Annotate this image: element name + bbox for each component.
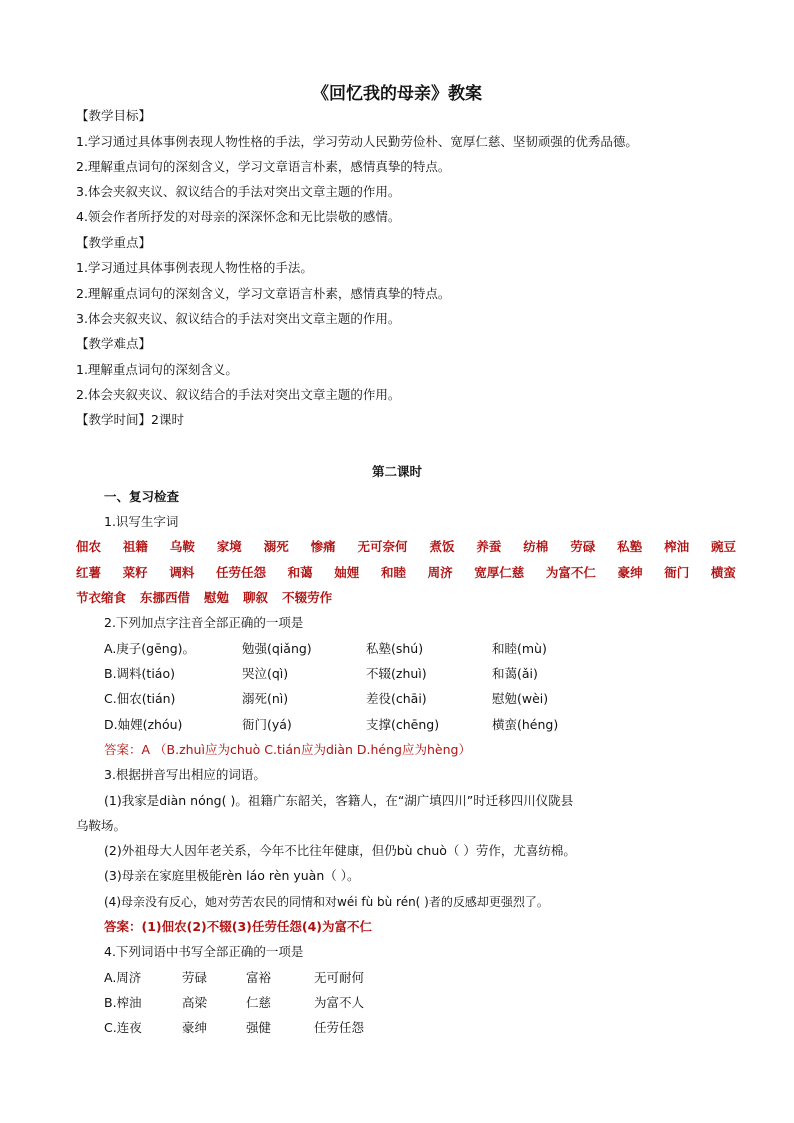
vocab-word: 横蛮 xyxy=(710,565,736,580)
vocab-word: 惨痛 xyxy=(310,539,336,554)
option-text: 不辍(zhuì) xyxy=(366,666,427,681)
vocab-word: 煮饭 xyxy=(429,539,455,554)
option-text: 高梁 xyxy=(182,995,208,1010)
vocab-row-2 xyxy=(76,565,736,581)
goal-item: 3.体会夹叙夹议、叙议结合的手法对突出文章主题的作用。 xyxy=(76,184,401,199)
question-3-item: (4)母亲没有反心，她对劳苦农民的同情和对wéi fù bù rén( )者的反感却更强烈了。 xyxy=(104,895,549,909)
option-text: 和蔼(ǎi) xyxy=(492,666,538,681)
question-2-option-d xyxy=(104,717,602,733)
vocab-word: 榨油 xyxy=(664,539,690,554)
question-3-item: (1)我家是diàn nóng( )。祖籍广东韶关，客籍人，在“湖广填四川”时迁移四川仪陇县 xyxy=(104,793,574,808)
vocab-word: 纺棉 xyxy=(523,539,549,554)
option-text: 溺死(nì) xyxy=(242,691,289,706)
option-text: 任劳任怨 xyxy=(314,1020,365,1035)
vocab-word: 红薯 xyxy=(76,565,102,580)
option-text: 私塾(shú) xyxy=(366,641,424,656)
question-4-option-c xyxy=(104,1020,404,1036)
vocab-word: 豪绅 xyxy=(617,565,643,580)
option-text: B.调料(tiáo) xyxy=(104,666,175,681)
vocab-word: 养蚕 xyxy=(476,539,502,554)
vocab-word: 周济 xyxy=(427,565,453,580)
option-text: 慰勉(wèi) xyxy=(492,691,549,706)
option-text: 哭泣(qì) xyxy=(242,666,289,681)
vocab-word: 衙门 xyxy=(664,565,690,580)
option-text: 为富不人 xyxy=(314,995,365,1010)
question-3-item: (3)母亲在家庭里极能rèn láo rèn yuàn（ ）。 xyxy=(104,868,360,883)
key-points-heading: 【教学重点】 xyxy=(76,235,152,250)
vocab-word: 聊叙 xyxy=(243,590,269,605)
vocab-row-3 xyxy=(76,590,736,606)
option-text: D.妯娌(zhóu) xyxy=(104,717,183,732)
vocab-word: 家境 xyxy=(216,539,242,554)
option-text: 差役(chāi) xyxy=(366,691,427,706)
question-4-title: 4.下列词语中书写全部正确的一项是 xyxy=(104,944,304,959)
question-3-item: (2)外祖母大人因年老关系，今年不比往年健康，但仍bù chuò（ ）劳作，尤喜纺棉。 xyxy=(104,843,576,858)
document-title: 《回忆我的母亲》教案 xyxy=(312,84,482,104)
vocab-word: 调料 xyxy=(169,565,195,580)
vocab-word: 无可奈何 xyxy=(357,539,408,554)
key-point-item: 2.理解重点词句的深刻含义，学习文章语言朴素，感情真挚的特点。 xyxy=(76,286,451,301)
lesson-title: 第二课时 xyxy=(371,464,422,479)
vocab-word: 妯娌 xyxy=(334,565,360,580)
vocab-word: 佃农 xyxy=(76,539,102,554)
option-text: 勉强(qiǎng) xyxy=(242,641,312,656)
question-2-option-b xyxy=(104,666,602,682)
question-3-item-continued: 乌鞍场。 xyxy=(76,818,127,833)
option-text: C.佃农(tián) xyxy=(104,691,176,706)
option-text: 衙门(yá) xyxy=(242,717,292,732)
option-text: 劳碌 xyxy=(182,970,208,985)
vocab-word: 不辍劳作 xyxy=(282,590,333,605)
question-2-answer: 答案：A （B.zhuì应为chuò C.tián应为diàn D.héng应为hèng） xyxy=(104,742,471,757)
option-text: 横蛮(héng) xyxy=(492,717,559,732)
goal-item: 2.理解重点词句的深刻含义，学习文章语言朴素，感情真挚的特点。 xyxy=(76,159,451,174)
question-2-option-c xyxy=(104,691,602,707)
option-text: 支撑(chēng) xyxy=(366,717,440,732)
option-text: 和睦(mù) xyxy=(492,641,547,656)
goals-heading: 【教学目标】 xyxy=(76,108,152,123)
option-text: 无可耐何 xyxy=(314,970,365,985)
question-4-option-a xyxy=(104,970,404,986)
question-4-option-b xyxy=(104,995,404,1011)
option-text: 富裕 xyxy=(246,970,272,985)
key-point-item: 1.学习通过具体事例表现人物性格的手法。 xyxy=(76,260,313,275)
goal-item: 4.领会作者所抒发的对母亲的深深怀念和无比崇敬的感情。 xyxy=(76,209,401,224)
vocab-word: 节衣缩食 xyxy=(76,590,127,605)
vocab-word: 和蔼 xyxy=(287,565,313,580)
section-heading: 一、复习检查 xyxy=(104,489,180,504)
goal-item: 1.学习通过具体事例表现人物性格的手法，学习劳动人民勤劳俭朴、宽厚仁慈、坚韧顽强的优秀品德。 xyxy=(76,134,638,149)
vocab-word: 溺死 xyxy=(263,539,289,554)
vocab-word: 任劳任怨 xyxy=(215,565,266,580)
option-text: 豪绅 xyxy=(182,1020,208,1035)
question-3-title: 3.根据拼音写出相应的词语。 xyxy=(104,767,266,782)
question-2-title: 2.下列加点字注音全部正确的一项是 xyxy=(104,615,304,630)
option-text: 仁慈 xyxy=(246,995,272,1010)
option-text: 强健 xyxy=(246,1020,272,1035)
vocab-word: 慰勉 xyxy=(204,590,230,605)
vocab-word: 乌鞍 xyxy=(169,539,195,554)
difficulties-heading: 【教学难点】 xyxy=(76,336,152,351)
key-point-item: 3.体会夹叙夹议、叙议结合的手法对突出文章主题的作用。 xyxy=(76,311,401,326)
vocab-word: 豌豆 xyxy=(710,539,736,554)
teaching-time: 【教学时间】2课时 xyxy=(76,412,184,427)
vocab-word: 为富不仁 xyxy=(545,565,596,580)
vocab-word: 菜籽 xyxy=(122,565,148,580)
option-text: B.榨油 xyxy=(104,995,142,1010)
question-1-title: 1.识写生字词 xyxy=(104,514,179,529)
option-text: A.庚子(gēng)。 xyxy=(104,641,196,656)
vocab-row-1 xyxy=(76,539,736,555)
vocab-word: 宽厚仁慈 xyxy=(474,565,525,580)
option-text: A.周济 xyxy=(104,970,142,985)
option-text: C.连夜 xyxy=(104,1020,142,1035)
vocab-word: 私塾 xyxy=(617,539,643,554)
vocab-word: 东挪西借 xyxy=(140,590,191,605)
difficulty-item: 1.理解重点词句的深刻含义。 xyxy=(76,362,238,377)
question-2-option-a xyxy=(104,641,602,657)
difficulty-item: 2.体会夹叙夹议、叙议结合的手法对突出文章主题的作用。 xyxy=(76,387,401,402)
question-3-answer: 答案：(1)佃农(2)不辍(3)任劳任怨(4)为富不仁 xyxy=(104,919,372,934)
vocab-word: 和睦 xyxy=(380,565,406,580)
vocab-word: 劳碌 xyxy=(570,539,596,554)
vocab-word: 祖籍 xyxy=(122,539,148,554)
